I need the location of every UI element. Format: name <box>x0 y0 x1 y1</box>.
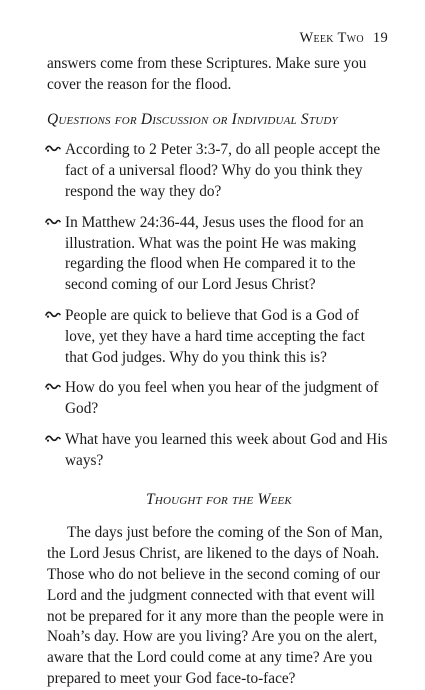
discussion-heading: Questions for Discussion or Individual Study <box>47 110 338 128</box>
list-item <box>47 378 391 420</box>
running-head <box>299 30 388 47</box>
question-text: How do you feel when you hear of the judgment of God? <box>65 379 379 418</box>
floral-swash-icon <box>45 433 61 445</box>
floral-swash-icon <box>45 143 61 155</box>
list-item <box>47 306 391 368</box>
list-item <box>47 213 391 296</box>
question-text: According to 2 Peter 3:3-7, do all people accept the fact of a universal flood? Why do you think they respond the way they do? <box>65 141 381 200</box>
question-text: What have you learned this week about God and His ways? <box>65 430 388 469</box>
list-item <box>47 430 391 472</box>
thought-heading: Thought for the Week <box>146 490 292 508</box>
question-list <box>47 140 391 471</box>
question-text: People are quick to believe that God is a God of love, yet they have a hard time accepting the fact that God judges. Why do you think this is? <box>65 306 365 366</box>
question-text: In Matthew 24:36-44, Jesus uses the flood for an illustration. What was the point He was making regarding the flood when He compared it to the second coming of our Lord Jesus Christ? <box>65 213 364 294</box>
list-item <box>47 140 391 202</box>
floral-swash-icon <box>45 381 61 393</box>
thought-paragraph: The days just before the coming of the Son of Man, the Lord Jesus Christ, are likened to the days of Noah. Those who do not believe in the second coming of our Lord and the judgment connected with that event will not be prepared for it any more than the people were in Noah’s day. How are you living? Are you on the alert, aware that the Lord could come at any time? Are you prepared to meet your God face-to-face? <box>47 524 384 687</box>
page-number: 19 <box>372 30 388 46</box>
page-content <box>47 54 391 690</box>
floral-swash-icon <box>45 309 61 321</box>
floral-swash-icon <box>45 216 61 228</box>
running-head-title: Week Two <box>299 30 364 46</box>
intro-paragraph: answers come from these Scriptures. Make sure you cover the reason for the flood. <box>47 55 367 93</box>
